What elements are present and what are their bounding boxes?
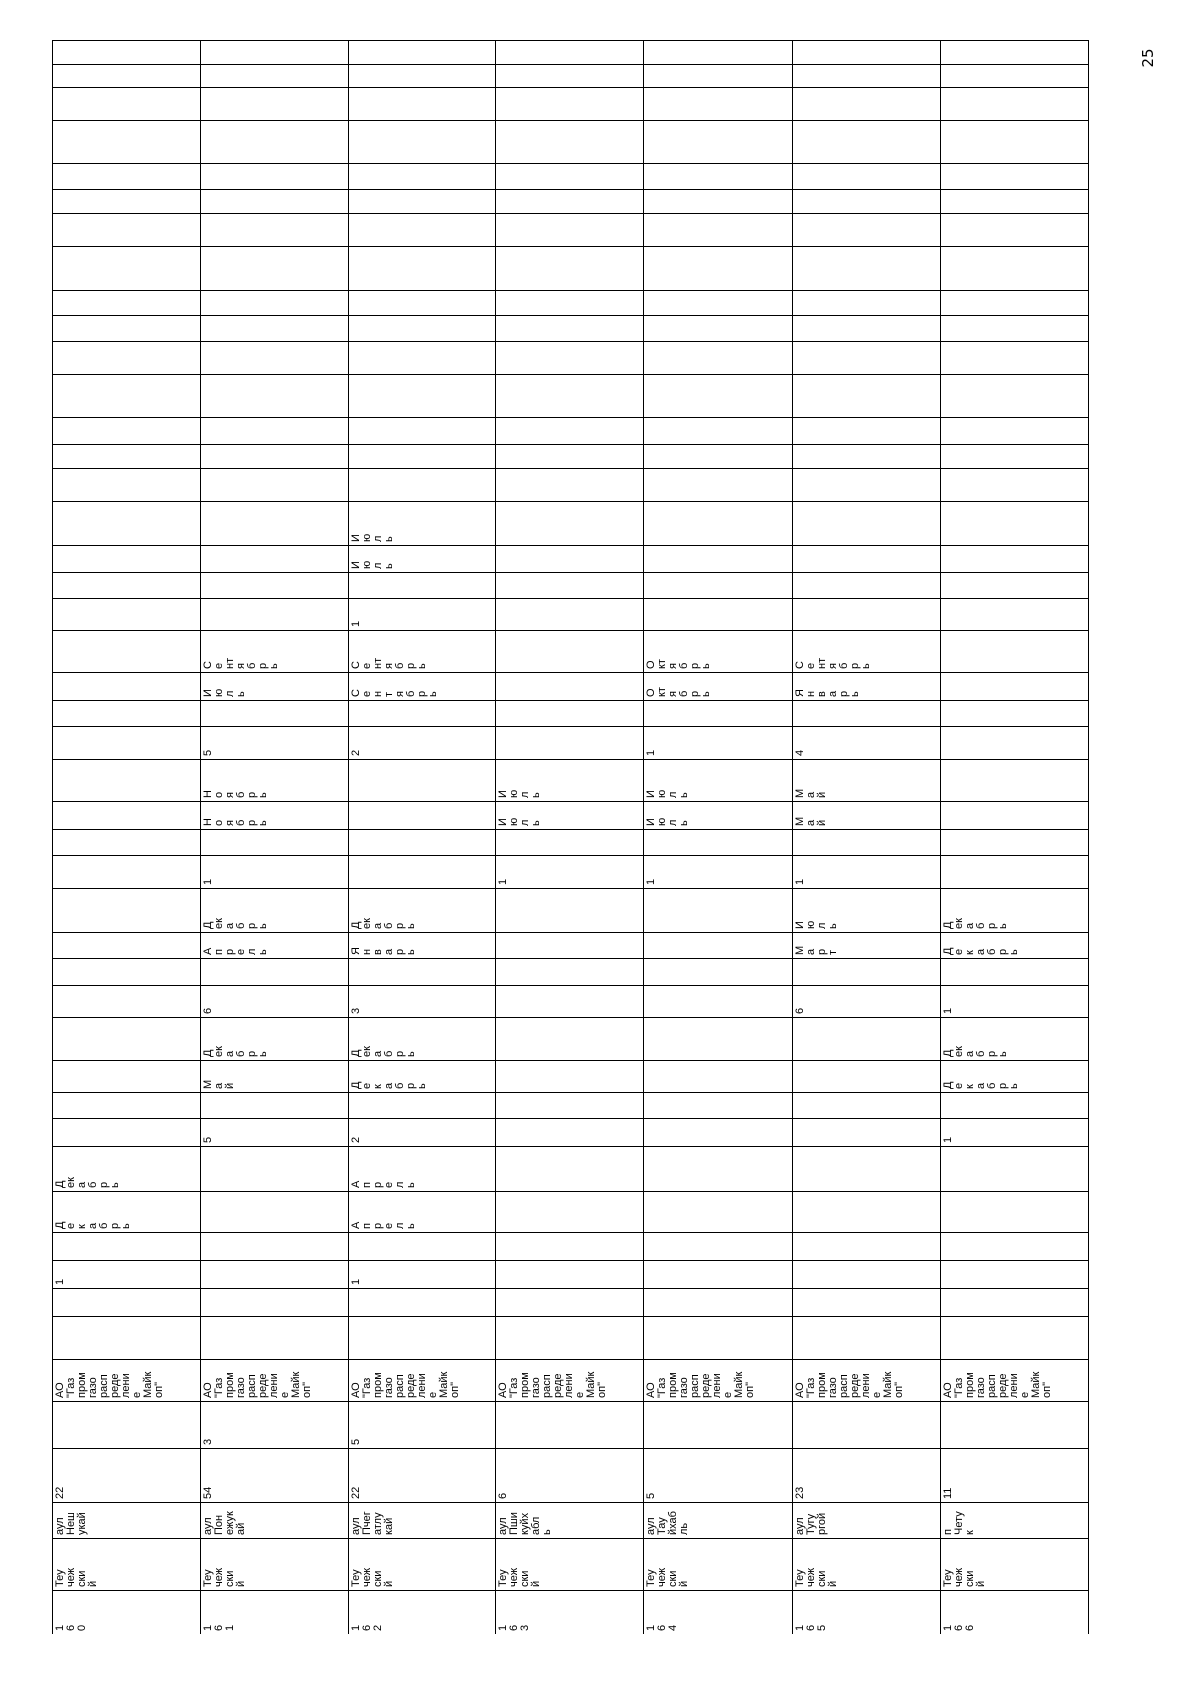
count-cell <box>498 1448 640 1502</box>
schedule-cell <box>498 759 640 801</box>
schedule-cell <box>943 888 1085 932</box>
settlement-cell <box>646 1502 789 1538</box>
schedule-cell-text: И ю л ь <box>202 688 247 697</box>
count-cell-text: 22 <box>54 1486 66 1499</box>
organization-cell-text: АО "Газ пром газо расп реде лени е Майк оп" <box>497 1371 608 1398</box>
schedule-cell-text: С е нт я б р ь <box>794 657 872 669</box>
row-number-cell-text: 1 6 4 <box>645 1624 679 1631</box>
district-cell-text: Теу чеж ски й <box>645 1567 690 1587</box>
settlement-cell-text: аул Пон ежук ай <box>202 1511 247 1535</box>
count-2-cell <box>203 1401 345 1448</box>
schedule-cell-text: 1 <box>350 620 362 627</box>
schedule-cell <box>55 1260 197 1288</box>
schedule-cell <box>795 759 937 801</box>
schedule-cell <box>203 985 345 1017</box>
schedule-cell-text: И ю л ь <box>497 789 542 798</box>
schedule-cell <box>203 726 345 759</box>
count-cell <box>646 1448 789 1502</box>
organization-cell-text: АО "Газ пром газо расп реде лени е Майк оп" <box>202 1371 313 1398</box>
count-cell-text: 23 <box>794 1486 806 1499</box>
count-cell-text: 5 <box>645 1492 657 1499</box>
row-number-cell-text: 1 6 2 <box>350 1624 384 1631</box>
schedule-cell-text: 1 <box>350 1278 362 1285</box>
schedule-cell-text: И ю л ь <box>497 817 542 826</box>
settlement-cell-text: п Чету к <box>942 1511 976 1535</box>
schedule-cell-text: И ю л ь <box>645 817 690 826</box>
schedule-cell-text: Д ек а б р ь <box>942 918 1009 929</box>
schedule-cell-text: 5 <box>202 1136 214 1143</box>
district-cell <box>943 1538 1085 1590</box>
schedule-cell <box>203 759 345 801</box>
row-number-cell-text: 1 6 5 <box>794 1624 828 1631</box>
schedule-cell <box>795 888 937 932</box>
schedule-cell-text: 1 <box>942 1136 954 1143</box>
row-number-cell <box>498 1590 640 1634</box>
schedule-cell-text: 1 <box>645 878 657 885</box>
schedule-cell <box>55 1146 197 1191</box>
schedule-cell-text: 2 <box>350 749 362 756</box>
row-number-cell <box>795 1590 937 1634</box>
settlement-cell <box>943 1502 1085 1538</box>
schedule-cell-text: М а й <box>794 816 828 826</box>
settlement-cell <box>795 1502 937 1538</box>
schedule-cell <box>203 630 345 672</box>
schedule-cell-text: 2 <box>350 1136 362 1143</box>
schedule-cell <box>351 932 492 958</box>
district-cell <box>55 1538 197 1590</box>
page-number: 25 <box>1139 48 1157 68</box>
district-cell <box>203 1538 345 1590</box>
schedule-cell-text: Я н в а р ь <box>350 947 417 955</box>
row-number-cell-text: 1 6 6 <box>942 1624 976 1631</box>
schedule-cell <box>351 598 492 630</box>
schedule-cell-text: Д ек а б р ь <box>202 918 269 929</box>
schedule-cell <box>351 1260 492 1288</box>
schedule-cell-text: Д е к а б р ь <box>942 1081 1020 1089</box>
schedule-cell-text: Д ек а б р ь <box>54 1177 121 1188</box>
schedule-cell <box>646 801 789 829</box>
schedule-cell <box>203 855 345 888</box>
schedule-cell <box>646 672 789 700</box>
schedule-cell-text: Д ек а б р ь <box>350 1046 417 1057</box>
schedule-cell <box>351 726 492 759</box>
schedule-cell-text: 6 <box>202 1007 214 1014</box>
schedule-cell <box>351 630 492 672</box>
settlement-cell-text: аул Пши куйх абл ь <box>497 1512 553 1535</box>
schedule-cell-text: 3 <box>350 1007 362 1014</box>
schedule-cell <box>646 630 789 672</box>
schedule-cell <box>646 726 789 759</box>
schedule-cell <box>55 1191 197 1232</box>
count-cell-text: 22 <box>350 1486 362 1499</box>
schedule-cell <box>795 630 937 672</box>
schedule-cell <box>351 985 492 1017</box>
schedule-cell <box>498 801 640 829</box>
schedule-cell-text: А п р е л ь <box>350 1221 417 1229</box>
row-number-cell <box>646 1590 789 1634</box>
schedule-cell <box>351 545 492 572</box>
count-2-cell <box>351 1401 492 1448</box>
schedule-cell-text: Н о я б р ь <box>202 818 269 826</box>
district-cell-text: Теу чеж ски й <box>794 1567 839 1587</box>
schedule-cell-text: И ю л ь <box>350 533 395 542</box>
schedule-cell-text: С е н т я б р ь <box>350 689 439 697</box>
schedule-cell <box>795 985 937 1017</box>
schedule-cell <box>498 855 640 888</box>
schedule-cell <box>351 1191 492 1232</box>
schedule-cell <box>203 888 345 932</box>
row-number-cell-text: 1 6 1 <box>202 1624 236 1631</box>
schedule-cell <box>795 672 937 700</box>
schedule-cell-text: С е нт я б р ь <box>202 657 280 669</box>
schedule-cell-text: И ю л ь <box>350 560 395 569</box>
schedule-cell <box>943 985 1085 1017</box>
schedule-cell-text: А п р е л ь <box>202 947 269 955</box>
count-2-cell-text: 5 <box>350 1438 362 1445</box>
settlement-cell-text: аул Тугу ргой <box>794 1512 828 1535</box>
settlement-cell-text: аул Неш укай <box>54 1512 88 1535</box>
count-cell-text: 54 <box>202 1486 214 1499</box>
schedule-cell <box>943 1017 1085 1060</box>
settlement-cell <box>351 1502 492 1538</box>
organization-cell <box>351 1359 492 1401</box>
row-number-cell <box>351 1590 492 1634</box>
schedule-cell-text: 1 <box>497 878 509 885</box>
settlement-cell <box>55 1502 197 1538</box>
count-cell <box>351 1448 492 1502</box>
settlement-cell <box>498 1502 640 1538</box>
schedule-cell-text: 5 <box>202 749 214 756</box>
row-number-cell <box>55 1590 197 1634</box>
organization-cell <box>498 1359 640 1401</box>
schedule-cell <box>203 932 345 958</box>
district-cell <box>646 1538 789 1590</box>
schedule-cell-text: 1 <box>942 1007 954 1014</box>
schedule-cell-text: Д е к а б р ь <box>350 1081 428 1089</box>
row-number-cell-text: 1 6 0 <box>54 1624 88 1631</box>
schedule-cell-text: 1 <box>645 749 657 756</box>
schedule-cell-text: Д ек а б р ь <box>202 1046 269 1057</box>
schedule-cell-text: Д е к а б р ь <box>942 947 1020 955</box>
schedule-cell-text: 1 <box>794 878 806 885</box>
district-cell-text: Теу чеж ски й <box>54 1567 99 1587</box>
schedule-cell <box>203 1060 345 1092</box>
schedule-cell <box>203 1118 345 1146</box>
count-2-cell-text: 3 <box>202 1438 214 1445</box>
district-cell-text: Теу чеж ски й <box>350 1567 395 1587</box>
organization-cell <box>55 1359 197 1401</box>
organization-cell-text: АО "Газ пром газо расп реде лени е Майк оп" <box>942 1371 1053 1398</box>
row-number-cell <box>203 1590 345 1634</box>
schedule-cell <box>795 726 937 759</box>
organization-cell-text: АО "Газ пром газо расп реде лени е Майк оп" <box>350 1371 461 1398</box>
schedule-cell <box>943 1060 1085 1092</box>
count-cell-text: 6 <box>497 1492 509 1499</box>
schedule-cell <box>351 1017 492 1060</box>
schedule-cell <box>351 672 492 700</box>
settlement-cell <box>203 1502 345 1538</box>
organization-cell-text: АО "Газ пром газо расп реде лени е Майк оп" <box>794 1371 905 1398</box>
schedule-cell-text: М а й <box>794 788 828 798</box>
schedule-cell-text: Д ек а б р ь <box>942 1046 1009 1057</box>
schedule-cell-text: О кт я б р ь <box>645 687 712 697</box>
organization-cell-text: АО "Газ пром газо расп реде лени е Майк оп" <box>645 1371 756 1398</box>
schedule-cell <box>351 1060 492 1092</box>
district-cell-text: Теу чеж ски й <box>942 1567 987 1587</box>
schedule-cell <box>646 855 789 888</box>
count-cell <box>55 1448 197 1502</box>
schedule-cell <box>795 801 937 829</box>
schedule-cell <box>795 855 937 888</box>
schedule-cell <box>795 932 937 958</box>
organization-cell <box>943 1359 1085 1401</box>
schedule-cell <box>351 501 492 545</box>
count-cell <box>943 1448 1085 1502</box>
schedule-cell-text: Д е к а б р ь <box>54 1221 132 1229</box>
schedule-cell-text: 1 <box>54 1278 66 1285</box>
district-cell-text: Теу чеж ски й <box>497 1567 542 1587</box>
schedule-cell-text: С е нт я б р ь <box>350 657 428 669</box>
count-cell-text: 11 <box>942 1487 954 1499</box>
schedule-cell <box>203 801 345 829</box>
schedule-cell <box>646 759 789 801</box>
row-number-cell-text: 1 6 3 <box>497 1624 531 1631</box>
schedule-cell-text: М а р т <box>794 945 839 955</box>
schedule-cell-text: М а й <box>202 1079 236 1089</box>
schedule-cell-text: 6 <box>794 1007 806 1014</box>
schedule-cell <box>351 1146 492 1191</box>
count-cell <box>203 1448 345 1502</box>
schedule-cell <box>351 1118 492 1146</box>
schedule-cell-text: И ю л ь <box>794 920 839 929</box>
settlement-cell-text: аул Тау йхаб ль <box>645 1511 690 1535</box>
district-cell-text: Теу чеж ски й <box>202 1567 247 1587</box>
schedule-cell <box>203 1017 345 1060</box>
schedule-cell-text: Я н в а р ь <box>794 689 861 697</box>
organization-cell-text: АО "Газ пром газо расп реде лени е Майк оп" <box>54 1371 165 1398</box>
count-cell <box>795 1448 937 1502</box>
schedule-cell-text: И ю л ь <box>645 789 690 798</box>
schedule-cell-text: 4 <box>794 749 806 756</box>
schedule-cell <box>203 672 345 700</box>
organization-cell <box>795 1359 937 1401</box>
district-cell <box>498 1538 640 1590</box>
schedule-cell-text: О кт я б р ь <box>645 659 712 669</box>
organization-cell <box>646 1359 789 1401</box>
schedule-cell-text: Д ек а б р ь <box>350 918 417 929</box>
settlement-cell-text: аул Пчег атлу кай <box>350 1511 395 1535</box>
schedule-cell-text: Н о я б р ь <box>202 790 269 798</box>
organization-cell <box>203 1359 345 1401</box>
row-number-cell <box>943 1590 1085 1634</box>
schedule-cell <box>943 932 1085 958</box>
district-cell <box>795 1538 937 1590</box>
schedule-cell <box>351 888 492 932</box>
district-cell <box>351 1538 492 1590</box>
schedule-table <box>52 40 1100 1634</box>
schedule-cell-text: А п р е л ь <box>350 1180 417 1188</box>
schedule-cell-text: 1 <box>202 878 214 885</box>
schedule-cell <box>943 1118 1085 1146</box>
